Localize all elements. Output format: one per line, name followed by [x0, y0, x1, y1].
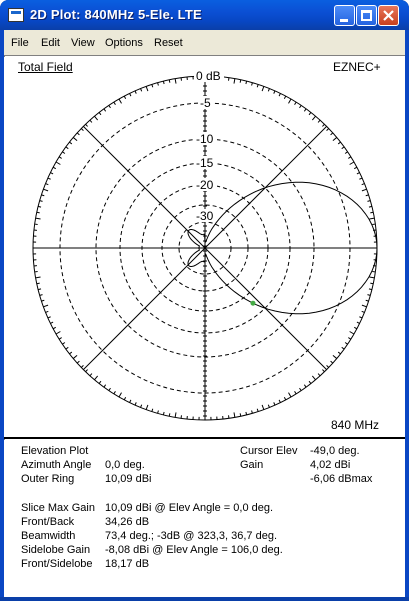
degree-tick: [304, 385, 306, 387]
degree-tick: [175, 412, 176, 417]
menu-edit[interactable]: Edit: [41, 37, 60, 49]
degree-tick: [252, 410, 253, 413]
gain-dbmax-value: -6,06 dBmax: [310, 473, 373, 485]
degree-tick: [38, 206, 41, 207]
polar-plot[interactable]: [4, 57, 405, 438]
front-back-value: 34,26 dB: [105, 516, 150, 528]
degree-tick: [48, 178, 51, 179]
ring-label: -30: [196, 209, 214, 223]
degree-tick: [268, 89, 269, 92]
degree-tick: [234, 79, 235, 84]
degree-tick: [300, 388, 302, 390]
degree-tick: [338, 352, 340, 354]
degree-tick: [56, 162, 60, 165]
degree-tick: [59, 338, 62, 340]
degree-tick: [146, 86, 148, 91]
degree-tick: [359, 317, 362, 318]
degree-tick: [53, 167, 56, 168]
degree-tick: [312, 376, 315, 380]
degree-tick: [369, 206, 372, 207]
azimuth-angle-value: 0,0 deg.: [105, 459, 145, 471]
degree-tick: [119, 393, 122, 397]
ring-label: 0 dB: [196, 69, 221, 83]
degree-tick: [357, 173, 360, 174]
pane-divider: [4, 437, 405, 439]
gain-value: 4,02 dBi: [310, 459, 351, 471]
degree-tick: [73, 355, 77, 358]
degree-tick: [327, 365, 329, 367]
degree-tick: [322, 124, 324, 126]
degree-tick: [37, 212, 40, 213]
degree-tick: [318, 120, 320, 122]
degree-tick: [40, 295, 43, 296]
front-sidelobe-value: 18,17 dB: [105, 558, 150, 570]
degree-tick: [77, 361, 79, 363]
title-bar[interactable]: [0, 0, 409, 30]
degree-tick: [46, 311, 49, 312]
degree-tick: [163, 81, 164, 84]
degree-tick: [369, 277, 374, 278]
degree-tick: [46, 184, 49, 185]
degree-tick: [152, 409, 153, 412]
beamwidth-value: 73,4 deg.; -3dB @ 323,3, 36,7 deg.: [105, 530, 278, 542]
maximize-button[interactable]: [356, 5, 377, 26]
ring-label: -20: [196, 178, 214, 192]
program-label: EZNEC+: [333, 60, 381, 74]
grid-spoke: [83, 248, 205, 370]
degree-tick: [104, 109, 106, 111]
degree-tick: [109, 105, 111, 107]
frequency-label: 840 MHz: [331, 418, 380, 432]
menu-view[interactable]: View: [71, 37, 95, 49]
degree-tick: [146, 405, 148, 410]
degree-tick: [43, 189, 48, 191]
degree-tick: [169, 80, 170, 83]
azimuth-angle-label: Azimuth Angle: [21, 459, 92, 471]
degree-tick: [119, 99, 122, 103]
degree-tick: [327, 129, 329, 131]
degree-tick: [163, 412, 164, 415]
degree-tick: [73, 137, 77, 140]
degree-tick: [309, 381, 311, 383]
degree-tick: [262, 405, 264, 410]
degree-tick: [41, 300, 44, 301]
sidelobe-gain-label: Sidelobe Gain: [21, 544, 91, 556]
degree-tick: [257, 409, 258, 412]
degree-tick: [333, 137, 337, 140]
degree-tick: [366, 300, 369, 301]
degree-tick: [304, 109, 306, 111]
degree-tick: [274, 91, 275, 94]
degree-tick: [300, 105, 302, 107]
ring-labels: [194, 69, 224, 223]
degree-tick: [366, 195, 369, 196]
cursor-elev-value: -49,0 deg.: [310, 445, 360, 457]
degree-tick: [175, 79, 176, 84]
degree-tick: [367, 295, 370, 296]
degree-tick: [348, 338, 351, 340]
window-frame-bottom: [0, 597, 409, 601]
ring-label: -10: [196, 132, 214, 146]
degree-tick: [289, 393, 292, 397]
degree-tick: [262, 86, 264, 91]
degree-tick: [158, 410, 159, 413]
gain-label: Gain: [240, 459, 264, 471]
degree-tick: [357, 322, 360, 323]
degree-tick: [124, 397, 125, 400]
degree-tick: [322, 370, 324, 372]
degree-tick: [130, 400, 131, 403]
beamwidth-label: Beamwidth: [21, 530, 76, 542]
minimize-icon: [340, 19, 348, 22]
degree-tick: [86, 370, 88, 372]
degree-tick: [369, 218, 374, 219]
degree-tick: [50, 173, 53, 174]
degree-tick: [354, 327, 357, 328]
polar-grid: [33, 76, 377, 420]
degree-tick: [289, 99, 292, 103]
field-type-label: Total Field: [18, 60, 73, 74]
degree-tick: [240, 413, 241, 416]
menu-options[interactable]: Options: [105, 37, 143, 49]
degree-tick: [370, 212, 373, 213]
degree-tick: [77, 133, 79, 135]
degree-tick: [90, 374, 92, 376]
sidelobe-gain-value: -8,08 dBi @ Elev Angle = 106,0 deg.: [105, 544, 283, 556]
window-title: 2D Plot: 840MHz 5-Ele. LTE: [30, 7, 202, 22]
degree-tick: [53, 327, 56, 328]
degree-tick: [41, 195, 44, 196]
degree-tick: [295, 102, 297, 105]
degree-tick: [318, 374, 320, 376]
close-icon: [379, 6, 398, 25]
degree-tick: [135, 91, 136, 94]
degree-tick: [37, 283, 40, 284]
degree-tick: [169, 413, 170, 416]
degree-tick: [81, 365, 83, 367]
degree-tick: [141, 89, 142, 92]
degree-tick: [279, 93, 280, 96]
degree-tick: [86, 124, 88, 126]
degree-tick: [331, 361, 333, 363]
degree-tick: [66, 147, 68, 149]
degree-tick: [342, 347, 344, 349]
degree-tick: [40, 201, 43, 202]
degree-tick: [94, 376, 97, 380]
ring-label: -5: [200, 96, 211, 110]
degree-tick: [99, 381, 101, 383]
degree-tick: [36, 218, 41, 219]
degree-tick: [359, 178, 362, 179]
degree-tick: [331, 133, 333, 135]
cursor-marker[interactable]: [251, 301, 256, 306]
maximize-icon: [361, 10, 372, 21]
degree-tick: [338, 142, 340, 144]
degree-tick: [81, 129, 83, 131]
cursor-elev-label: Cursor Elev: [240, 445, 298, 457]
outer-ring-value: 10,09 dBi: [105, 473, 152, 485]
outer-ring-label: Outer Ring: [21, 473, 75, 485]
degree-tick: [312, 116, 315, 120]
degree-tick: [158, 83, 159, 86]
degree-tick: [38, 289, 41, 290]
degree-tick: [62, 343, 64, 345]
degree-tick: [114, 391, 116, 394]
degree-tick: [342, 147, 344, 149]
degree-tick: [284, 397, 285, 400]
front-back-label: Front/Back: [21, 516, 75, 528]
degree-tick: [59, 157, 62, 159]
degree-tick: [348, 157, 351, 159]
degree-tick: [246, 412, 247, 415]
degree-tick: [69, 352, 71, 354]
degree-tick: [367, 201, 370, 202]
degree-tick: [279, 400, 280, 403]
degree-tick: [69, 142, 71, 144]
degree-tick: [109, 388, 111, 390]
degree-tick: [252, 83, 253, 86]
degree-tick: [50, 322, 53, 323]
plot-pane[interactable]: [4, 57, 405, 438]
degree-tick: [36, 277, 41, 278]
degree-tick: [90, 120, 92, 122]
degree-tick: [354, 167, 357, 168]
degree-tick: [362, 184, 365, 185]
degree-tick: [345, 343, 347, 345]
degree-tick: [240, 80, 241, 83]
degree-tick: [350, 162, 354, 165]
front-sidelobe-label: Front/Sidelobe: [21, 558, 93, 570]
degree-tick: [152, 84, 153, 87]
degree-tick: [284, 96, 285, 99]
degree-tick: [135, 402, 136, 405]
app-icon[interactable]: [8, 8, 24, 22]
menu-bar: [4, 30, 405, 55]
menu-file[interactable]: File: [11, 37, 29, 49]
degree-tick: [141, 405, 142, 408]
close-button[interactable]: [378, 5, 399, 26]
degree-tick: [370, 283, 373, 284]
degree-tick: [362, 305, 367, 307]
degree-tick: [62, 152, 64, 154]
degree-tick: [114, 102, 116, 105]
degree-tick: [295, 391, 297, 394]
degree-tick: [257, 84, 258, 87]
menu-reset[interactable]: Reset: [154, 37, 183, 49]
grid-spoke: [83, 126, 205, 248]
degree-tick: [274, 402, 275, 405]
degree-tick: [43, 305, 48, 307]
window-frame-right: [405, 30, 409, 601]
slice-max-gain-value: 10,09 dBi @ Elev Angle = 0,0 deg.: [105, 502, 274, 514]
degree-tick: [99, 112, 101, 114]
degree-tick: [268, 405, 269, 408]
degree-tick: [130, 93, 131, 96]
degree-tick: [94, 116, 97, 120]
degree-tick: [246, 81, 247, 84]
degree-tick: [369, 289, 372, 290]
degree-tick: [104, 385, 106, 387]
degree-tick: [362, 311, 365, 312]
plot-type-label: Elevation Plot: [21, 445, 89, 457]
slice-max-gain-label: Slice Max Gain: [21, 502, 95, 514]
info-panel: [4, 440, 405, 597]
degree-tick: [362, 189, 367, 191]
degree-tick: [333, 355, 337, 358]
degree-tick: [350, 332, 354, 335]
ring-label: -15: [196, 156, 214, 170]
degree-tick: [345, 152, 347, 154]
degree-tick: [56, 332, 60, 335]
degree-tick: [234, 412, 235, 417]
degree-tick: [309, 112, 311, 114]
minimize-button[interactable]: [334, 5, 355, 26]
degree-tick: [124, 96, 125, 99]
degree-tick: [48, 317, 51, 318]
degree-tick: [66, 347, 68, 349]
